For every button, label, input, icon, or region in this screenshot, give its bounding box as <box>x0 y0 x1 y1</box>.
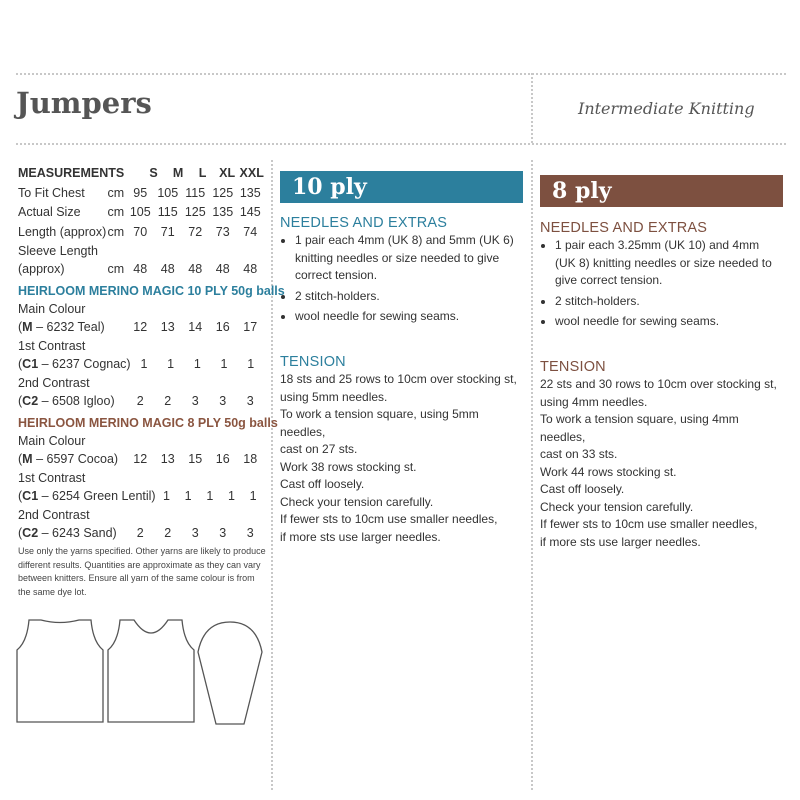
tension-line: using 5mm needles. <box>280 389 388 404</box>
row-value: 12 <box>133 319 148 334</box>
table-row <box>18 433 264 468</box>
row-label: Main Colour (M – 6597 Cocoa) <box>18 434 119 466</box>
row-value: 73 <box>215 224 230 239</box>
tension-line: If fewer sts to 10cm use smaller needles, <box>280 512 498 526</box>
tension-line: To work a tension square, using 4mm needles, <box>540 412 739 444</box>
size-label: L <box>198 166 207 180</box>
row-label: 1st Contrast (C1 – 6254 Green Lentil) <box>18 471 156 503</box>
row-value: 48 <box>188 261 203 276</box>
row-label-line: Sleeve Length <box>18 244 98 258</box>
row-value: 2 <box>136 525 144 540</box>
row-unit: cm <box>107 224 125 239</box>
row-label: Main Colour (M – 6232 Teal) <box>18 302 105 334</box>
row-value: 135 <box>212 205 234 219</box>
row-value: 125 <box>212 185 234 200</box>
back-schematic <box>15 618 105 723</box>
list-item: • 1 pair each 3.25mm (UK 10) and 4mm (UK 8) knitting needles or size needed to give correct tension. <box>555 237 785 290</box>
row-value: 17 <box>243 319 258 334</box>
size-label: M <box>172 166 184 180</box>
page-title: Jumpers <box>16 86 152 120</box>
row-label: 2nd Contrast (C2 – 6243 Sand) <box>18 508 117 540</box>
tension-line: Cast off loosely. <box>540 482 625 496</box>
table-row <box>18 185 264 203</box>
row-label-line: (approx) <box>18 261 65 276</box>
header-top-rule <box>16 73 786 75</box>
row-value: 3 <box>246 525 254 540</box>
tension-line: Check your tension carefully. <box>280 494 434 509</box>
row-value: 1 <box>162 488 170 503</box>
row-value: 48 <box>243 261 258 276</box>
measurements-table <box>18 165 285 544</box>
row-unit: cm <box>107 261 125 276</box>
tension-line: using 4mm needles. <box>540 394 648 409</box>
table-row <box>18 470 264 505</box>
row-value: 95 <box>133 185 148 200</box>
list-item: • wool needle for sewing seams. <box>555 313 785 331</box>
column-divider-right <box>531 160 533 790</box>
table-row <box>18 301 264 336</box>
row-value: 16 <box>215 319 230 334</box>
row-value: 1 <box>206 488 214 503</box>
row-label: 1st Contrast (C1 – 6237 Cognac) <box>18 339 131 371</box>
ply-8-needles-list <box>540 237 785 331</box>
table-row <box>18 204 264 222</box>
ply-10-tension-heading: TENSION <box>280 354 346 370</box>
row-value: 1 <box>193 356 201 371</box>
row-label: Actual Size <box>18 205 81 219</box>
yarn-note: Use only the yarns specified. Other yarns are likely to produce different results. Quantities are approximate as they can vary between knitters. Ensure all yarn of the same colour is from the same dye lot. <box>18 546 266 597</box>
tension-line: cast on 33 sts. <box>540 447 618 461</box>
ply-10-needles-section <box>280 214 525 326</box>
tension-line: If fewer sts to 10cm use smaller needles, <box>540 517 758 531</box>
ply-10-band: 10 ply <box>280 171 523 203</box>
row-label <box>18 243 108 278</box>
row-value: 1 <box>184 488 192 503</box>
yarn-10ply-heading: HEIRLOOM MERINO MAGIC 10 PLY 50g balls <box>18 284 285 298</box>
sleeve-schematic <box>196 620 264 726</box>
table-row <box>18 375 264 410</box>
row-value: 1 <box>249 488 257 503</box>
list-item: • wool needle for sewing seams. <box>295 308 525 326</box>
row-value: 3 <box>219 393 227 408</box>
size-label: S <box>149 166 158 180</box>
skill-level: Intermediate Knitting <box>578 99 755 118</box>
ply-8-tension-section <box>540 358 785 551</box>
column-divider-left <box>271 160 273 790</box>
row-value: 15 <box>188 451 203 466</box>
row-value: 1 <box>227 488 235 503</box>
table-row <box>18 507 264 542</box>
tension-line: if more sts use larger needles. <box>540 534 701 549</box>
ply-8-needles-heading: NEEDLES AND EXTRAS <box>540 220 708 236</box>
ply-10-needles-list <box>280 232 525 326</box>
row-value: 48 <box>160 261 175 276</box>
row-unit: cm <box>107 205 125 219</box>
row-value: 18 <box>243 451 258 466</box>
size-label: XL <box>219 166 236 180</box>
header-divider <box>531 73 533 143</box>
row-value: 48 <box>215 261 230 276</box>
row-value: 3 <box>219 525 227 540</box>
row-value: 145 <box>239 205 261 219</box>
row-value: 1 <box>167 356 175 371</box>
tension-line: Check your tension carefully. <box>540 499 694 514</box>
row-value: 71 <box>160 224 175 239</box>
tension-line: 18 sts and 25 rows to 10cm over stocking st, <box>280 372 517 386</box>
tension-line: cast on 27 sts. <box>280 442 358 456</box>
row-value: 115 <box>185 185 206 200</box>
tension-line: if more sts use larger needles. <box>280 529 441 544</box>
row-value: 2 <box>136 393 144 408</box>
row-value: 13 <box>160 451 175 466</box>
row-unit: cm <box>107 185 125 200</box>
list-item: • 2 stitch-holders. <box>555 293 785 311</box>
measurements-header-row <box>18 165 264 183</box>
row-value: 1 <box>140 356 148 371</box>
row-value: 2 <box>164 393 172 408</box>
row-value: 70 <box>133 224 148 239</box>
row-value: 105 <box>129 205 151 219</box>
tension-line: To work a tension square, using 5mm needles, <box>280 407 479 439</box>
row-value: 2 <box>164 525 172 540</box>
header-bottom-rule <box>16 143 786 145</box>
tension-line: 22 sts and 30 rows to 10cm over stocking st, <box>540 377 777 391</box>
tension-line: Cast off loosely. <box>280 477 365 491</box>
row-value: 1 <box>220 356 228 371</box>
table-row <box>18 338 264 373</box>
table-row <box>18 243 264 278</box>
row-value: 48 <box>133 261 148 276</box>
row-value: 1 <box>247 356 255 371</box>
row-label: To Fit Chest <box>18 185 85 200</box>
row-value: 3 <box>191 393 199 408</box>
row-value: 74 <box>243 224 258 239</box>
row-value: 72 <box>188 224 203 239</box>
ply-10-tension-section <box>280 353 525 546</box>
row-label: 2nd Contrast (C2 – 6508 Igloo) <box>18 376 115 408</box>
tension-line: Work 44 rows stocking st. <box>540 464 677 479</box>
ply-10-needles-heading: NEEDLES AND EXTRAS <box>280 215 448 231</box>
table-row <box>18 224 264 242</box>
ply-8-needles-section <box>540 219 785 331</box>
row-value: 3 <box>191 525 199 540</box>
front-schematic <box>106 618 196 723</box>
row-value: 16 <box>215 451 230 466</box>
yarn-8ply-heading: HEIRLOOM MERINO MAGIC 8 PLY 50g balls <box>18 416 278 430</box>
tension-line: Work 38 rows stocking st. <box>280 459 417 474</box>
row-value: 13 <box>160 319 175 334</box>
row-value: 125 <box>184 205 206 219</box>
row-value: 115 <box>157 205 178 219</box>
row-value: 105 <box>157 185 179 200</box>
list-item: • 2 stitch-holders. <box>295 288 525 306</box>
row-value: 3 <box>246 393 254 408</box>
row-value: 12 <box>133 451 148 466</box>
row-value: 135 <box>239 185 261 200</box>
ply-8-tension-heading: TENSION <box>540 359 606 375</box>
ply-8-band: 8 ply <box>540 175 783 207</box>
list-item: • 1 pair each 4mm (UK 8) and 5mm (UK 6) knitting needles or size needed to give correct tension. <box>295 232 525 285</box>
measurements-heading: MEASUREMENTS <box>18 166 125 180</box>
row-value: 14 <box>188 319 203 334</box>
row-label: Length (approx) <box>18 224 107 239</box>
size-label: XXL <box>239 166 264 180</box>
